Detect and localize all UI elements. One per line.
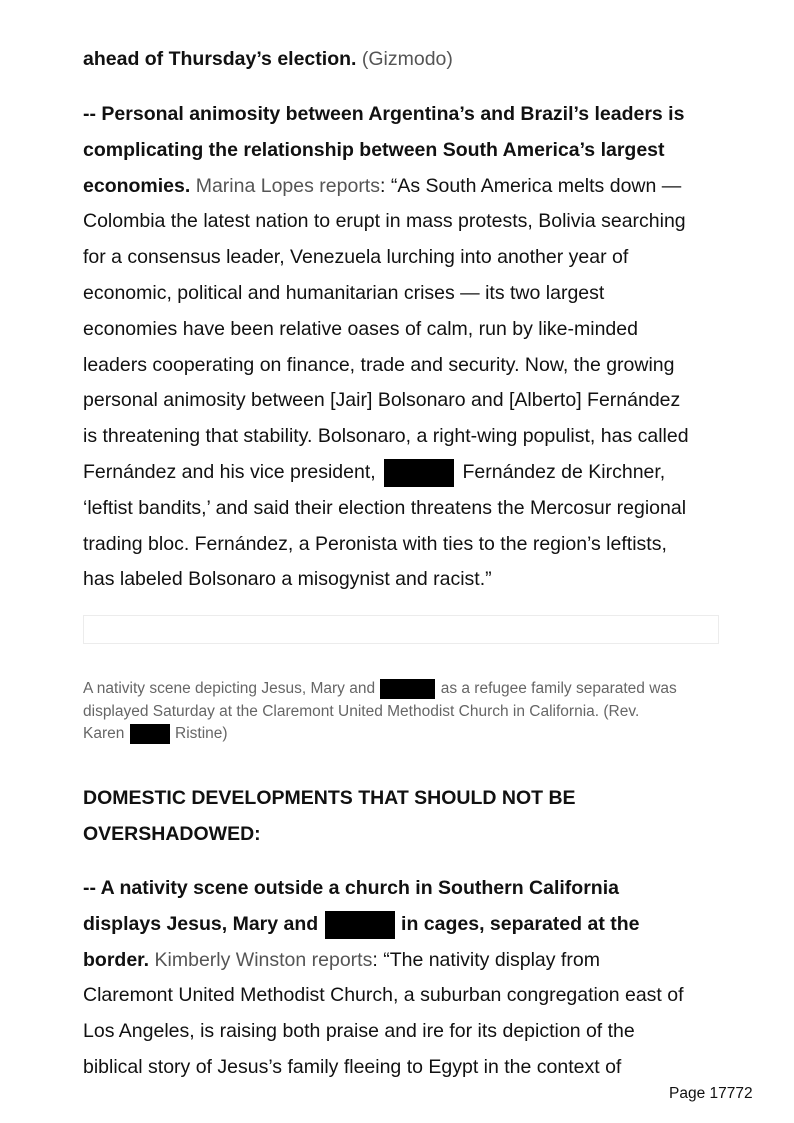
text-line: Claremont United Methodist Church, a suburban congregation east of — [83, 984, 684, 1007]
text-line: Los Angeles, is raising both praise and ire for its depiction of the — [83, 1020, 635, 1043]
text-line: trading bloc. Fernández, a Peronista with ties to the region’s leftists, — [83, 532, 667, 555]
text-line: economies have been relative oases of calm, run by like-minded — [83, 317, 638, 340]
text-line: ‘leftist bandits,’ and said their election threatens the Mercosur regional — [83, 496, 687, 519]
paragraph-election — [83, 42, 453, 78]
text-line: economic, political and humanitarian crises — its two largest — [83, 281, 605, 304]
caption-line — [83, 678, 723, 701]
text: Ristine) — [175, 725, 228, 742]
text-line: -- A nativity scene outside a church in Southern California — [83, 877, 619, 899]
bold-text: economies. — [83, 174, 191, 197]
bold-text: displays Jesus, Mary and — [83, 912, 319, 935]
section-heading — [83, 781, 576, 853]
text-line — [83, 943, 723, 979]
paragraph-argentina-brazil — [83, 97, 723, 598]
text: Fernández de Kirchner, — [462, 460, 666, 483]
text-line — [83, 169, 723, 205]
text: : “As South America melts down — — [379, 174, 682, 197]
caption-line — [83, 723, 723, 746]
text: Karen — [83, 725, 125, 742]
paragraph-nativity — [83, 871, 723, 1086]
bold-text: border. — [83, 948, 150, 971]
text-line: personal animosity between [Jair] Bolsonaro and [Alberto] Fernández — [83, 389, 681, 412]
source-link-gizmodo[interactable]: (Gizmodo) — [361, 48, 453, 70]
paragraph-bold-lead: ahead of Thursday’s election. — [83, 48, 357, 70]
text-line: Colombia the latest nation to erupt in mass protests, Bolivia searching — [83, 210, 686, 233]
text-line — [83, 907, 723, 943]
text: as a refugee family separated was — [440, 680, 677, 697]
text-line: leaders cooperating on finance, trade and security. Now, the growing — [83, 353, 675, 376]
source-link-marina-lopes[interactable]: Marina Lopes reports — [195, 174, 380, 197]
text-line: has labeled Bolsonaro a misogynist and racist.” — [83, 568, 492, 591]
redaction-box — [384, 459, 454, 487]
embedded-image-placeholder — [83, 615, 719, 644]
text-line — [83, 455, 723, 491]
heading-line: OVERSHADOWED: — [83, 822, 261, 845]
text-line: is threatening that stability. Bolsonaro, a right-wing populist, has called — [83, 425, 689, 448]
text-line: complicating the relationship between South America’s largest — [83, 138, 665, 161]
text-line: -- Personal animosity between Argentina’s and Brazil’s leaders is — [83, 103, 685, 125]
text-line: biblical story of Jesus’s family fleeing to Egypt in the context of — [83, 1055, 622, 1078]
text: A nativity scene depicting Jesus, Mary and — [83, 680, 376, 697]
image-caption — [83, 678, 723, 746]
caption-line: displayed Saturday at the Claremont United Methodist Church in California. (Rev. — [83, 702, 640, 720]
redaction-box — [380, 679, 435, 699]
redaction-box — [325, 911, 395, 939]
source-link-kimberly-winston[interactable]: Kimberly Winston reports — [154, 948, 373, 971]
text: : “The nativity display from — [372, 948, 600, 971]
bold-text: in cages, separated at the — [401, 912, 640, 935]
page-number: Page 17772 — [669, 1085, 753, 1102]
heading-line: DOMESTIC DEVELOPMENTS THAT SHOULD NOT BE — [83, 787, 576, 809]
redaction-box — [130, 724, 170, 744]
text: Fernández and his vice president, — [83, 460, 376, 483]
text-line: for a consensus leader, Venezuela lurching into another year of — [83, 246, 629, 269]
